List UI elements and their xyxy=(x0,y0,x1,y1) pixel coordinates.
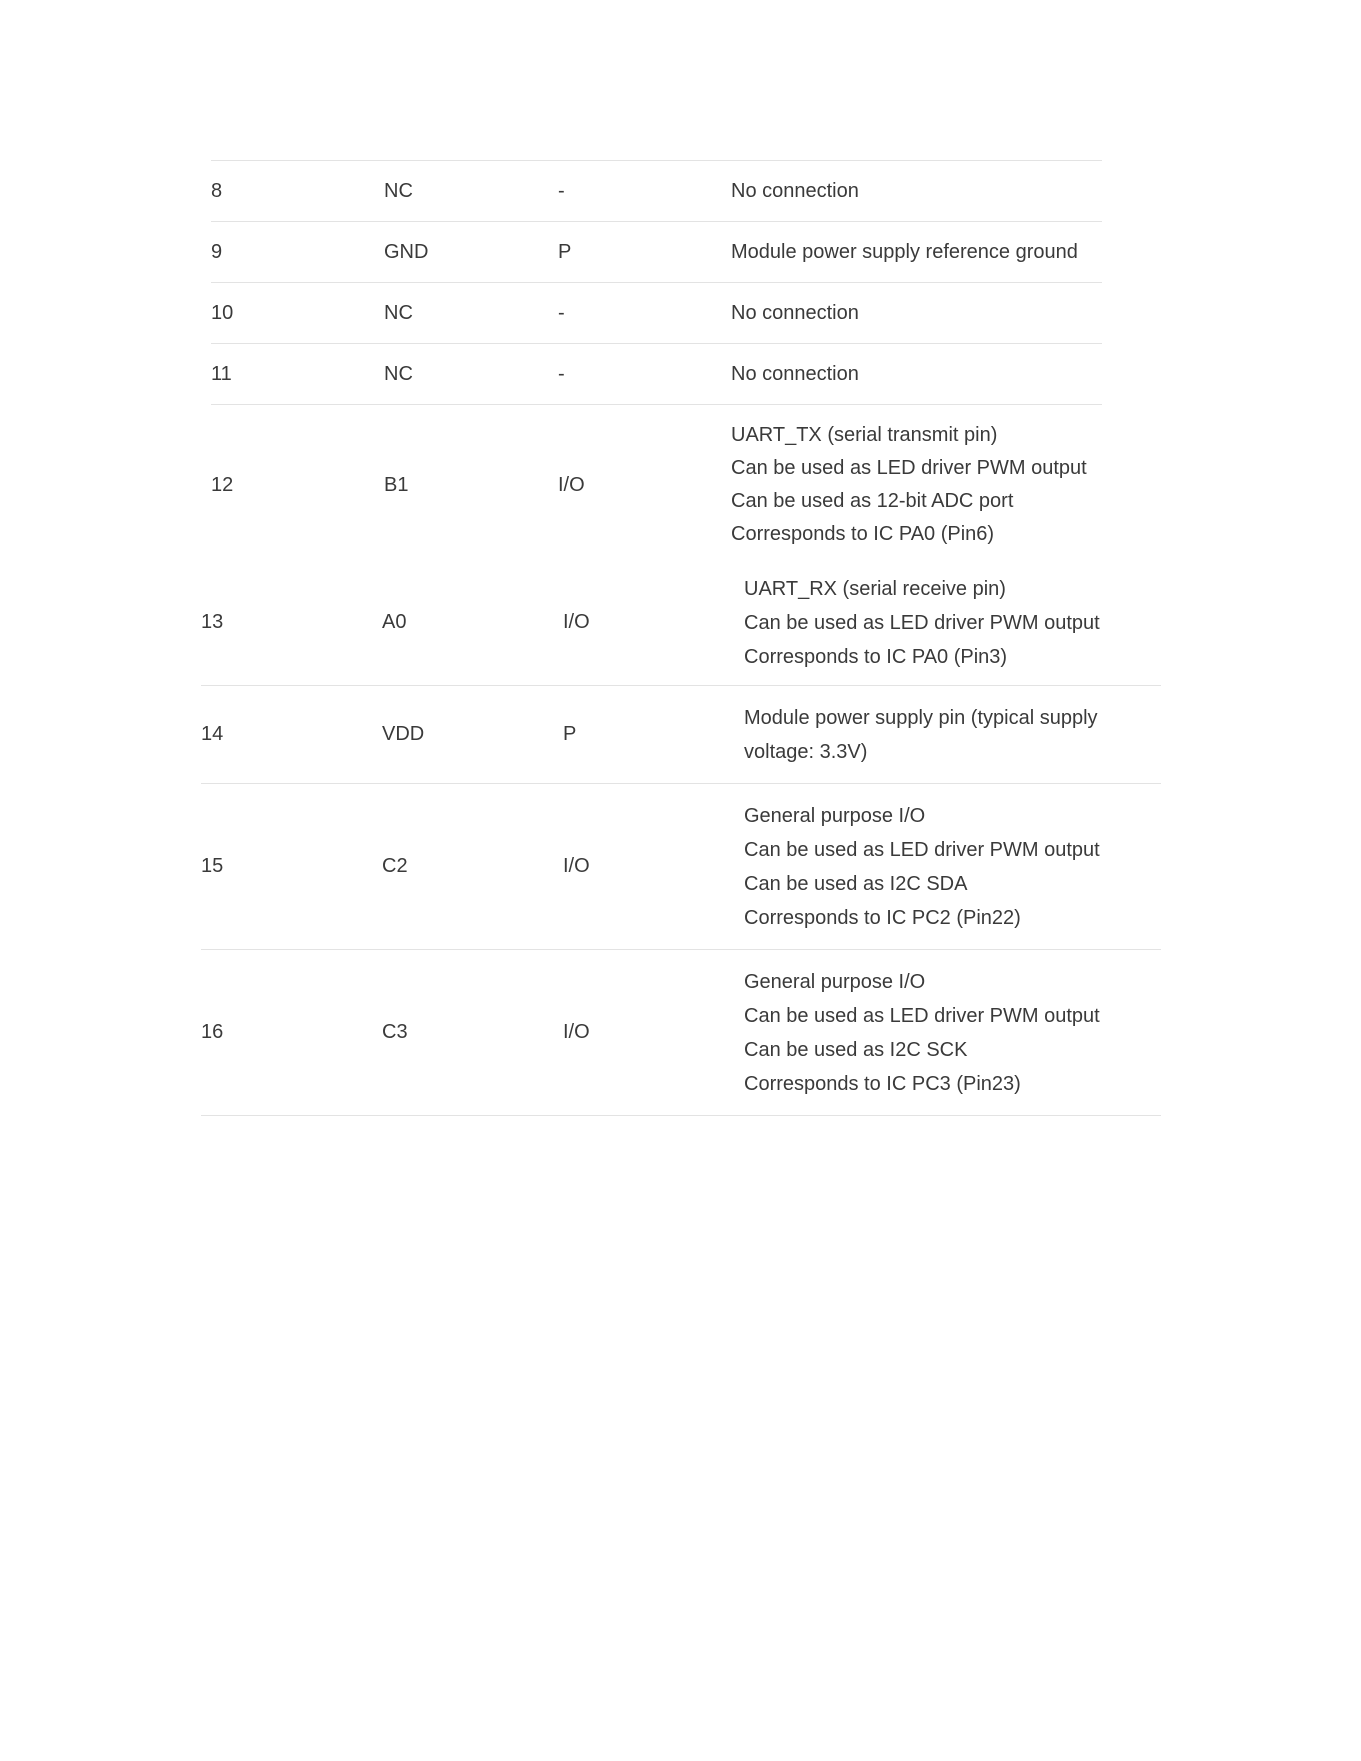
pin-number: 11 xyxy=(211,362,232,385)
description-line: Corresponds to IC PA0 (Pin3) xyxy=(744,645,1008,668)
pin-name: A0 xyxy=(382,611,407,633)
description-line: Can be used as 12-bit ADC port xyxy=(731,490,1014,512)
pin-type: I/O xyxy=(563,1021,590,1043)
pin-type: - xyxy=(558,179,565,202)
pin-name: VDD xyxy=(382,723,425,745)
table-row xyxy=(201,560,1161,686)
pin-number: 13 xyxy=(201,611,224,633)
pin-description xyxy=(731,297,1102,330)
pin-table-bottom xyxy=(201,560,1161,1116)
description-line: UART_TX (serial transmit pin) xyxy=(731,424,998,446)
description-line: UART_RX (serial receive pin) xyxy=(744,577,1006,600)
table-row xyxy=(211,160,1102,222)
description-line: Corresponds to IC PC3 (Pin23) xyxy=(744,1072,1021,1095)
table-row xyxy=(211,283,1102,344)
pin-description xyxy=(744,701,1161,769)
pin-description xyxy=(744,572,1161,674)
pin-type: P xyxy=(558,240,572,263)
description-line: General purpose I/O xyxy=(744,804,926,827)
description-line: Module power supply reference ground xyxy=(731,240,1078,263)
pin-number: 10 xyxy=(211,301,234,324)
pin-type: - xyxy=(558,362,565,385)
pin-type: I/O xyxy=(558,473,585,496)
table-row xyxy=(201,686,1161,784)
table-row xyxy=(201,784,1161,950)
pin-type: P xyxy=(563,723,577,745)
table-row xyxy=(201,950,1161,1116)
description-line: No connection xyxy=(731,362,859,385)
table-row xyxy=(211,344,1102,405)
pin-name: NC xyxy=(384,179,413,202)
pin-name: C3 xyxy=(382,1021,408,1043)
pin-description xyxy=(731,419,1102,551)
pin-table-top xyxy=(211,160,1102,565)
description-line: Can be used as LED driver PWM output xyxy=(744,611,1100,634)
description-line: Corresponds to IC PA0 (Pin6) xyxy=(731,523,995,545)
pin-name: NC xyxy=(384,362,413,385)
table-row xyxy=(211,405,1102,565)
description-line: General purpose I/O xyxy=(744,970,926,993)
description-line: No connection xyxy=(731,301,859,324)
pin-number: 15 xyxy=(201,855,224,877)
pin-name: GND xyxy=(384,240,429,263)
pin-type: I/O xyxy=(563,611,590,633)
pin-number: 9 xyxy=(211,240,223,263)
table-row xyxy=(211,222,1102,283)
description-line: No connection xyxy=(731,179,859,202)
pin-type: - xyxy=(558,301,565,324)
pin-name: NC xyxy=(384,301,413,324)
pin-description xyxy=(731,236,1102,269)
pin-number: 12 xyxy=(211,473,234,496)
pin-type: I/O xyxy=(563,855,590,877)
pin-description xyxy=(731,358,1102,391)
description-line: Can be used as LED driver PWM output xyxy=(744,838,1100,861)
pin-number: 8 xyxy=(211,179,223,202)
pin-description xyxy=(744,799,1161,935)
description-line: Can be used as I2C SDA xyxy=(744,872,968,895)
description-line: Corresponds to IC PC2 (Pin22) xyxy=(744,906,1021,929)
description-line: Module power supply pin (typical supply xyxy=(744,706,1098,729)
pin-number: 16 xyxy=(201,1021,224,1043)
description-line: Can be used as I2C SCK xyxy=(744,1038,968,1061)
description-line: Can be used as LED driver PWM output xyxy=(744,1004,1100,1027)
pin-name: B1 xyxy=(384,473,409,496)
pin-name: C2 xyxy=(382,855,408,877)
pin-description xyxy=(744,965,1161,1101)
description-line: voltage: 3.3V) xyxy=(744,740,868,763)
description-line: Can be used as LED driver PWM output xyxy=(731,457,1087,479)
pin-number: 14 xyxy=(201,723,224,745)
pin-description xyxy=(731,175,1102,208)
